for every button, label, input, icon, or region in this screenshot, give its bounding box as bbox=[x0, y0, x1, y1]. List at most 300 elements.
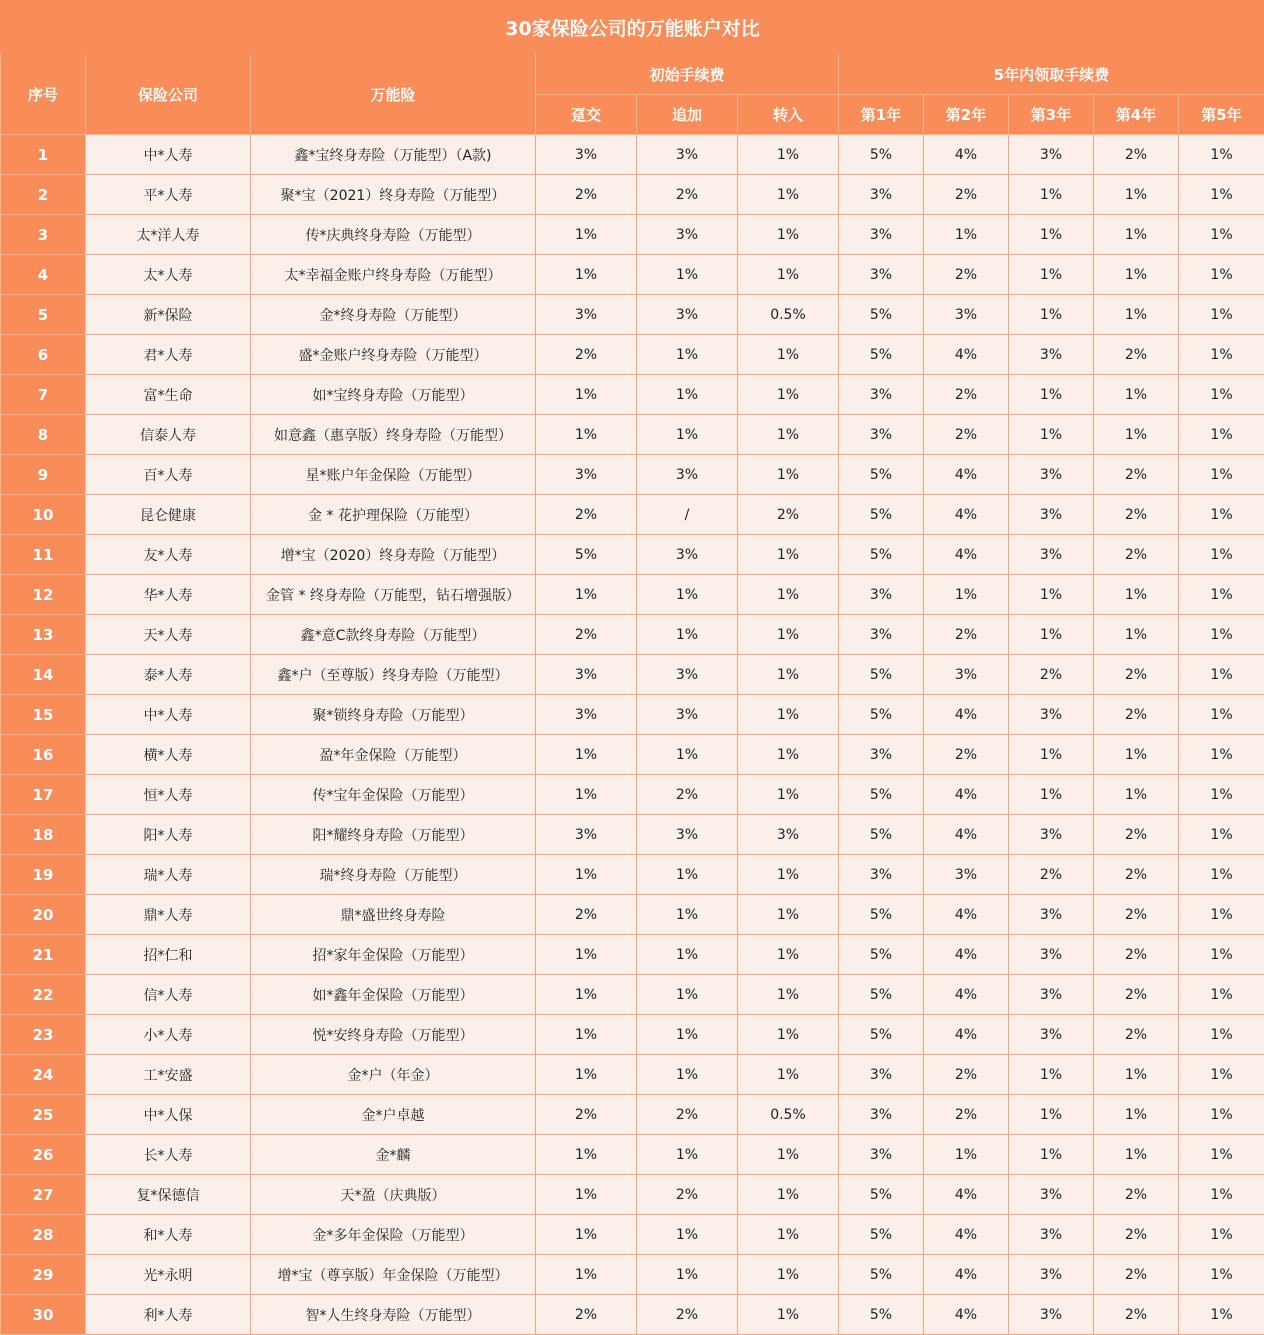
year-1-cell: 5% bbox=[839, 135, 924, 175]
additional-cell: 3% bbox=[637, 135, 738, 175]
table-body bbox=[1, 135, 1264, 1335]
year-5-cell: 1% bbox=[1179, 1055, 1264, 1095]
year-3-cell: 3% bbox=[1009, 815, 1094, 855]
year-5-cell: 1% bbox=[1179, 575, 1264, 615]
year-1-cell: 3% bbox=[839, 1135, 924, 1175]
lump-sum-cell: 2% bbox=[536, 895, 637, 935]
year-4-cell: 1% bbox=[1094, 175, 1179, 215]
company-cell: 光*永明 bbox=[86, 1255, 251, 1295]
year-2-cell: 4% bbox=[924, 775, 1009, 815]
additional-cell: 1% bbox=[637, 415, 738, 455]
lump-sum-cell: 2% bbox=[536, 615, 637, 655]
additional-cell: 1% bbox=[637, 1255, 738, 1295]
lump-sum-cell: 1% bbox=[536, 735, 637, 775]
year-2-cell: 2% bbox=[924, 1095, 1009, 1135]
table-row bbox=[1, 815, 1264, 855]
additional-cell: 1% bbox=[637, 895, 738, 935]
year-3-cell: 3% bbox=[1009, 335, 1094, 375]
index-cell: 30 bbox=[1, 1295, 86, 1335]
table-title: 30家保险公司的万能账户对比 bbox=[1, 1, 1264, 54]
lump-sum-cell: 2% bbox=[536, 1295, 637, 1335]
year-4-cell: 2% bbox=[1094, 335, 1179, 375]
year-2-cell: 1% bbox=[924, 575, 1009, 615]
year-3-cell: 3% bbox=[1009, 895, 1094, 935]
company-cell: 百*人寿 bbox=[86, 455, 251, 495]
company-cell: 和*人寿 bbox=[86, 1215, 251, 1255]
product-cell: 增*宝（尊享版）年金保险（万能型） bbox=[251, 1255, 536, 1295]
year-5-cell: 1% bbox=[1179, 335, 1264, 375]
company-cell: 恒*人寿 bbox=[86, 775, 251, 815]
year-2-cell: 1% bbox=[924, 1135, 1009, 1175]
year-4-cell: 2% bbox=[1094, 935, 1179, 975]
year-5-cell: 1% bbox=[1179, 1095, 1264, 1135]
product-cell: 传*庆典终身寿险（万能型） bbox=[251, 215, 536, 255]
year-4-cell: 2% bbox=[1094, 1255, 1179, 1295]
table-row bbox=[1, 1055, 1264, 1095]
year-5-cell: 1% bbox=[1179, 495, 1264, 535]
year-4-cell: 2% bbox=[1094, 495, 1179, 535]
index-cell: 16 bbox=[1, 735, 86, 775]
table-row bbox=[1, 575, 1264, 615]
additional-cell: 3% bbox=[637, 695, 738, 735]
year-5-cell: 1% bbox=[1179, 455, 1264, 495]
header-year-2: 第2年 bbox=[924, 95, 1009, 135]
year-5-cell: 1% bbox=[1179, 415, 1264, 455]
product-cell: 金 * 花护理保险（万能型） bbox=[251, 495, 536, 535]
product-cell: 鑫*宝终身寿险（万能型）（A款) bbox=[251, 135, 536, 175]
additional-cell: 1% bbox=[637, 615, 738, 655]
index-cell: 3 bbox=[1, 215, 86, 255]
year-2-cell: 4% bbox=[924, 135, 1009, 175]
table-row bbox=[1, 1135, 1264, 1175]
year-1-cell: 5% bbox=[839, 815, 924, 855]
header-initial-transfer: 转入 bbox=[738, 95, 839, 135]
company-cell: 长*人寿 bbox=[86, 1135, 251, 1175]
year-2-cell: 2% bbox=[924, 615, 1009, 655]
transfer-cell: 2% bbox=[738, 495, 839, 535]
year-3-cell: 1% bbox=[1009, 615, 1094, 655]
product-cell: 鼎*盛世终身寿险 bbox=[251, 895, 536, 935]
index-cell: 11 bbox=[1, 535, 86, 575]
transfer-cell: 1% bbox=[738, 375, 839, 415]
table-row bbox=[1, 1255, 1264, 1295]
year-5-cell: 1% bbox=[1179, 295, 1264, 335]
year-3-cell: 1% bbox=[1009, 1135, 1094, 1175]
additional-cell: 1% bbox=[637, 935, 738, 975]
transfer-cell: 1% bbox=[738, 935, 839, 975]
product-cell: 金*户（年金） bbox=[251, 1055, 536, 1095]
additional-cell: 1% bbox=[637, 1055, 738, 1095]
product-cell: 金*多年金保险（万能型） bbox=[251, 1215, 536, 1255]
lump-sum-cell: 2% bbox=[536, 1095, 637, 1135]
table-row bbox=[1, 415, 1264, 455]
header-year-3: 第3年 bbox=[1009, 95, 1094, 135]
lump-sum-cell: 2% bbox=[536, 175, 637, 215]
additional-cell: 1% bbox=[637, 735, 738, 775]
header-year-1: 第1年 bbox=[839, 95, 924, 135]
year-1-cell: 5% bbox=[839, 495, 924, 535]
year-4-cell: 2% bbox=[1094, 1175, 1179, 1215]
company-cell: 瑞*人寿 bbox=[86, 855, 251, 895]
transfer-cell: 1% bbox=[738, 255, 839, 295]
product-cell: 聚*宝（2021）终身寿险（万能型） bbox=[251, 175, 536, 215]
year-4-cell: 1% bbox=[1094, 1095, 1179, 1135]
lump-sum-cell: 5% bbox=[536, 535, 637, 575]
additional-cell: 2% bbox=[637, 775, 738, 815]
year-1-cell: 5% bbox=[839, 1215, 924, 1255]
index-cell: 4 bbox=[1, 255, 86, 295]
product-cell: 增*宝（2020）终身寿险（万能型） bbox=[251, 535, 536, 575]
table-row bbox=[1, 775, 1264, 815]
lump-sum-cell: 3% bbox=[536, 455, 637, 495]
year-3-cell: 1% bbox=[1009, 775, 1094, 815]
year-1-cell: 5% bbox=[839, 895, 924, 935]
year-4-cell: 2% bbox=[1094, 135, 1179, 175]
table-row bbox=[1, 255, 1264, 295]
year-5-cell: 1% bbox=[1179, 175, 1264, 215]
company-cell: 新*保险 bbox=[86, 295, 251, 335]
company-cell: 泰*人寿 bbox=[86, 655, 251, 695]
year-3-cell: 3% bbox=[1009, 1175, 1094, 1215]
product-cell: 金*户卓越 bbox=[251, 1095, 536, 1135]
year-1-cell: 3% bbox=[839, 1095, 924, 1135]
year-4-cell: 2% bbox=[1094, 1015, 1179, 1055]
year-4-cell: 1% bbox=[1094, 575, 1179, 615]
index-cell: 27 bbox=[1, 1175, 86, 1215]
table-row bbox=[1, 1015, 1264, 1055]
year-1-cell: 3% bbox=[839, 415, 924, 455]
header-index: 序号 bbox=[1, 54, 86, 135]
year-4-cell: 1% bbox=[1094, 615, 1179, 655]
year-4-cell: 1% bbox=[1094, 375, 1179, 415]
index-cell: 21 bbox=[1, 935, 86, 975]
year-2-cell: 2% bbox=[924, 735, 1009, 775]
lump-sum-cell: 1% bbox=[536, 775, 637, 815]
year-4-cell: 1% bbox=[1094, 775, 1179, 815]
index-cell: 22 bbox=[1, 975, 86, 1015]
year-5-cell: 1% bbox=[1179, 535, 1264, 575]
company-cell: 中*人寿 bbox=[86, 135, 251, 175]
year-5-cell: 1% bbox=[1179, 1175, 1264, 1215]
year-3-cell: 1% bbox=[1009, 1055, 1094, 1095]
transfer-cell: 1% bbox=[738, 215, 839, 255]
company-cell: 招*仁和 bbox=[86, 935, 251, 975]
table-row bbox=[1, 615, 1264, 655]
lump-sum-cell: 3% bbox=[536, 655, 637, 695]
header-year-4: 第4年 bbox=[1094, 95, 1179, 135]
year-1-cell: 5% bbox=[839, 1255, 924, 1295]
year-5-cell: 1% bbox=[1179, 135, 1264, 175]
transfer-cell: 1% bbox=[738, 455, 839, 495]
transfer-cell: 1% bbox=[738, 695, 839, 735]
year-4-cell: 1% bbox=[1094, 735, 1179, 775]
year-3-cell: 1% bbox=[1009, 415, 1094, 455]
index-cell: 8 bbox=[1, 415, 86, 455]
year-1-cell: 3% bbox=[839, 735, 924, 775]
lump-sum-cell: 1% bbox=[536, 1175, 637, 1215]
index-cell: 1 bbox=[1, 135, 86, 175]
year-5-cell: 1% bbox=[1179, 695, 1264, 735]
year-5-cell: 1% bbox=[1179, 1255, 1264, 1295]
header-product: 万能险 bbox=[251, 54, 536, 135]
transfer-cell: 1% bbox=[738, 1135, 839, 1175]
transfer-cell: 0.5% bbox=[738, 295, 839, 335]
year-5-cell: 1% bbox=[1179, 895, 1264, 935]
table-row bbox=[1, 495, 1264, 535]
lump-sum-cell: 1% bbox=[536, 575, 637, 615]
product-cell: 如意鑫（惠享版）终身寿险（万能型） bbox=[251, 415, 536, 455]
product-cell: 阳*耀终身寿险（万能型） bbox=[251, 815, 536, 855]
header-initial-fee-group: 初始手续费 bbox=[536, 54, 839, 95]
year-3-cell: 2% bbox=[1009, 655, 1094, 695]
year-2-cell: 4% bbox=[924, 695, 1009, 735]
additional-cell: 2% bbox=[637, 1175, 738, 1215]
year-1-cell: 5% bbox=[839, 1295, 924, 1335]
lump-sum-cell: 1% bbox=[536, 375, 637, 415]
transfer-cell: 3% bbox=[738, 815, 839, 855]
year-5-cell: 1% bbox=[1179, 615, 1264, 655]
transfer-cell: 1% bbox=[738, 1055, 839, 1095]
year-2-cell: 2% bbox=[924, 175, 1009, 215]
year-4-cell: 2% bbox=[1094, 695, 1179, 735]
product-cell: 盈*年金保险（万能型） bbox=[251, 735, 536, 775]
company-cell: 信泰人寿 bbox=[86, 415, 251, 455]
lump-sum-cell: 1% bbox=[536, 1215, 637, 1255]
year-1-cell: 5% bbox=[839, 335, 924, 375]
year-4-cell: 1% bbox=[1094, 255, 1179, 295]
year-5-cell: 1% bbox=[1179, 815, 1264, 855]
year-4-cell: 2% bbox=[1094, 1295, 1179, 1335]
year-3-cell: 2% bbox=[1009, 855, 1094, 895]
header-year-5: 第5年 bbox=[1179, 95, 1264, 135]
year-3-cell: 1% bbox=[1009, 295, 1094, 335]
additional-cell: 2% bbox=[637, 175, 738, 215]
lump-sum-cell: 1% bbox=[536, 975, 637, 1015]
lump-sum-cell: 1% bbox=[536, 935, 637, 975]
header-company: 保险公司 bbox=[86, 54, 251, 135]
index-cell: 25 bbox=[1, 1095, 86, 1135]
year-5-cell: 1% bbox=[1179, 855, 1264, 895]
header-withdraw-fee-group: 5年内领取手续费 bbox=[839, 54, 1264, 95]
transfer-cell: 1% bbox=[738, 1015, 839, 1055]
product-cell: 瑞*终身寿险（万能型） bbox=[251, 855, 536, 895]
year-5-cell: 1% bbox=[1179, 1295, 1264, 1335]
company-cell: 鼎*人寿 bbox=[86, 895, 251, 935]
lump-sum-cell: 3% bbox=[536, 695, 637, 735]
year-5-cell: 1% bbox=[1179, 375, 1264, 415]
company-cell: 复*保德信 bbox=[86, 1175, 251, 1215]
year-5-cell: 1% bbox=[1179, 255, 1264, 295]
company-cell: 中*人保 bbox=[86, 1095, 251, 1135]
lump-sum-cell: 3% bbox=[536, 295, 637, 335]
company-cell: 君*人寿 bbox=[86, 335, 251, 375]
year-2-cell: 4% bbox=[924, 975, 1009, 1015]
transfer-cell: 1% bbox=[738, 1255, 839, 1295]
company-cell: 阳*人寿 bbox=[86, 815, 251, 855]
year-3-cell: 1% bbox=[1009, 735, 1094, 775]
year-4-cell: 1% bbox=[1094, 1135, 1179, 1175]
index-cell: 2 bbox=[1, 175, 86, 215]
year-2-cell: 4% bbox=[924, 1215, 1009, 1255]
company-cell: 华*人寿 bbox=[86, 575, 251, 615]
year-2-cell: 4% bbox=[924, 1255, 1009, 1295]
year-1-cell: 5% bbox=[839, 535, 924, 575]
additional-cell: 2% bbox=[637, 1095, 738, 1135]
additional-cell: 1% bbox=[637, 255, 738, 295]
year-4-cell: 2% bbox=[1094, 855, 1179, 895]
table-row bbox=[1, 535, 1264, 575]
index-cell: 24 bbox=[1, 1055, 86, 1095]
table-row bbox=[1, 1215, 1264, 1255]
year-1-cell: 5% bbox=[839, 455, 924, 495]
product-cell: 鑫*户（至尊版）终身寿险（万能型） bbox=[251, 655, 536, 695]
additional-cell: 3% bbox=[637, 655, 738, 695]
table-row bbox=[1, 1095, 1264, 1135]
table-row bbox=[1, 335, 1264, 375]
transfer-cell: 1% bbox=[738, 335, 839, 375]
year-1-cell: 3% bbox=[839, 175, 924, 215]
index-cell: 5 bbox=[1, 295, 86, 335]
additional-cell: 3% bbox=[637, 455, 738, 495]
additional-cell: 1% bbox=[637, 575, 738, 615]
table-row bbox=[1, 295, 1264, 335]
year-2-cell: 4% bbox=[924, 815, 1009, 855]
product-cell: 金*麟 bbox=[251, 1135, 536, 1175]
year-4-cell: 2% bbox=[1094, 815, 1179, 855]
product-cell: 太*幸福金账户终身寿险（万能型） bbox=[251, 255, 536, 295]
lump-sum-cell: 1% bbox=[536, 1135, 637, 1175]
table-row bbox=[1, 655, 1264, 695]
year-5-cell: 1% bbox=[1179, 1135, 1264, 1175]
year-1-cell: 3% bbox=[839, 575, 924, 615]
product-cell: 如*鑫年金保险（万能型） bbox=[251, 975, 536, 1015]
year-2-cell: 2% bbox=[924, 1055, 1009, 1095]
additional-cell: 3% bbox=[637, 535, 738, 575]
additional-cell: 1% bbox=[637, 855, 738, 895]
index-cell: 6 bbox=[1, 335, 86, 375]
transfer-cell: 1% bbox=[738, 415, 839, 455]
lump-sum-cell: 1% bbox=[536, 415, 637, 455]
year-1-cell: 5% bbox=[839, 1015, 924, 1055]
additional-cell: 1% bbox=[637, 1215, 738, 1255]
year-3-cell: 3% bbox=[1009, 535, 1094, 575]
transfer-cell: 0.5% bbox=[738, 1095, 839, 1135]
product-cell: 智*人生终身寿险（万能型） bbox=[251, 1295, 536, 1335]
transfer-cell: 1% bbox=[738, 895, 839, 935]
year-1-cell: 3% bbox=[839, 375, 924, 415]
year-5-cell: 1% bbox=[1179, 735, 1264, 775]
product-cell: 星*账户年金保险（万能型） bbox=[251, 455, 536, 495]
year-2-cell: 2% bbox=[924, 415, 1009, 455]
product-cell: 天*盈（庆典版） bbox=[251, 1175, 536, 1215]
company-cell: 太*人寿 bbox=[86, 255, 251, 295]
company-cell: 富*生命 bbox=[86, 375, 251, 415]
lump-sum-cell: 1% bbox=[536, 1015, 637, 1055]
transfer-cell: 1% bbox=[738, 135, 839, 175]
table-row bbox=[1, 215, 1264, 255]
additional-cell: 1% bbox=[637, 375, 738, 415]
year-1-cell: 5% bbox=[839, 775, 924, 815]
year-3-cell: 1% bbox=[1009, 1095, 1094, 1135]
company-cell: 天*人寿 bbox=[86, 615, 251, 655]
year-2-cell: 4% bbox=[924, 1295, 1009, 1335]
product-cell: 招*家年金保险（万能型） bbox=[251, 935, 536, 975]
index-cell: 18 bbox=[1, 815, 86, 855]
year-2-cell: 4% bbox=[924, 895, 1009, 935]
index-cell: 12 bbox=[1, 575, 86, 615]
additional-cell: 1% bbox=[637, 975, 738, 1015]
transfer-cell: 1% bbox=[738, 1175, 839, 1215]
year-4-cell: 1% bbox=[1094, 215, 1179, 255]
year-2-cell: 1% bbox=[924, 215, 1009, 255]
year-3-cell: 3% bbox=[1009, 935, 1094, 975]
company-cell: 平*人寿 bbox=[86, 175, 251, 215]
index-cell: 7 bbox=[1, 375, 86, 415]
company-cell: 中*人寿 bbox=[86, 695, 251, 735]
index-cell: 29 bbox=[1, 1255, 86, 1295]
year-1-cell: 5% bbox=[839, 975, 924, 1015]
index-cell: 9 bbox=[1, 455, 86, 495]
product-cell: 如*宝终身寿险（万能型） bbox=[251, 375, 536, 415]
table-row bbox=[1, 855, 1264, 895]
transfer-cell: 1% bbox=[738, 855, 839, 895]
year-5-cell: 1% bbox=[1179, 1015, 1264, 1055]
header-initial-additional: 追加 bbox=[637, 95, 738, 135]
product-cell: 传*宝年金保险（万能型） bbox=[251, 775, 536, 815]
table-row bbox=[1, 175, 1264, 215]
index-cell: 14 bbox=[1, 655, 86, 695]
table-row bbox=[1, 695, 1264, 735]
transfer-cell: 1% bbox=[738, 975, 839, 1015]
year-2-cell: 3% bbox=[924, 855, 1009, 895]
year-3-cell: 3% bbox=[1009, 1015, 1094, 1055]
product-cell: 鑫*意C款终身寿险（万能型） bbox=[251, 615, 536, 655]
company-cell: 横*人寿 bbox=[86, 735, 251, 775]
additional-cell: / bbox=[637, 495, 738, 535]
index-cell: 15 bbox=[1, 695, 86, 735]
transfer-cell: 1% bbox=[738, 175, 839, 215]
year-2-cell: 4% bbox=[924, 935, 1009, 975]
year-3-cell: 1% bbox=[1009, 255, 1094, 295]
year-2-cell: 4% bbox=[924, 535, 1009, 575]
year-4-cell: 2% bbox=[1094, 975, 1179, 1015]
year-4-cell: 2% bbox=[1094, 655, 1179, 695]
year-3-cell: 3% bbox=[1009, 455, 1094, 495]
year-1-cell: 5% bbox=[839, 1175, 924, 1215]
year-3-cell: 3% bbox=[1009, 495, 1094, 535]
index-cell: 26 bbox=[1, 1135, 86, 1175]
year-1-cell: 3% bbox=[839, 215, 924, 255]
company-cell: 友*人寿 bbox=[86, 535, 251, 575]
year-2-cell: 4% bbox=[924, 1175, 1009, 1215]
year-2-cell: 3% bbox=[924, 295, 1009, 335]
index-cell: 10 bbox=[1, 495, 86, 535]
year-3-cell: 3% bbox=[1009, 135, 1094, 175]
year-2-cell: 2% bbox=[924, 375, 1009, 415]
additional-cell: 1% bbox=[637, 1015, 738, 1055]
lump-sum-cell: 3% bbox=[536, 135, 637, 175]
year-3-cell: 3% bbox=[1009, 695, 1094, 735]
product-cell: 悦*安终身寿险（万能型） bbox=[251, 1015, 536, 1055]
transfer-cell: 1% bbox=[738, 535, 839, 575]
year-5-cell: 1% bbox=[1179, 1215, 1264, 1255]
index-cell: 28 bbox=[1, 1215, 86, 1255]
year-1-cell: 3% bbox=[839, 615, 924, 655]
year-4-cell: 2% bbox=[1094, 455, 1179, 495]
year-2-cell: 4% bbox=[924, 495, 1009, 535]
year-4-cell: 1% bbox=[1094, 1055, 1179, 1095]
index-cell: 23 bbox=[1, 1015, 86, 1055]
